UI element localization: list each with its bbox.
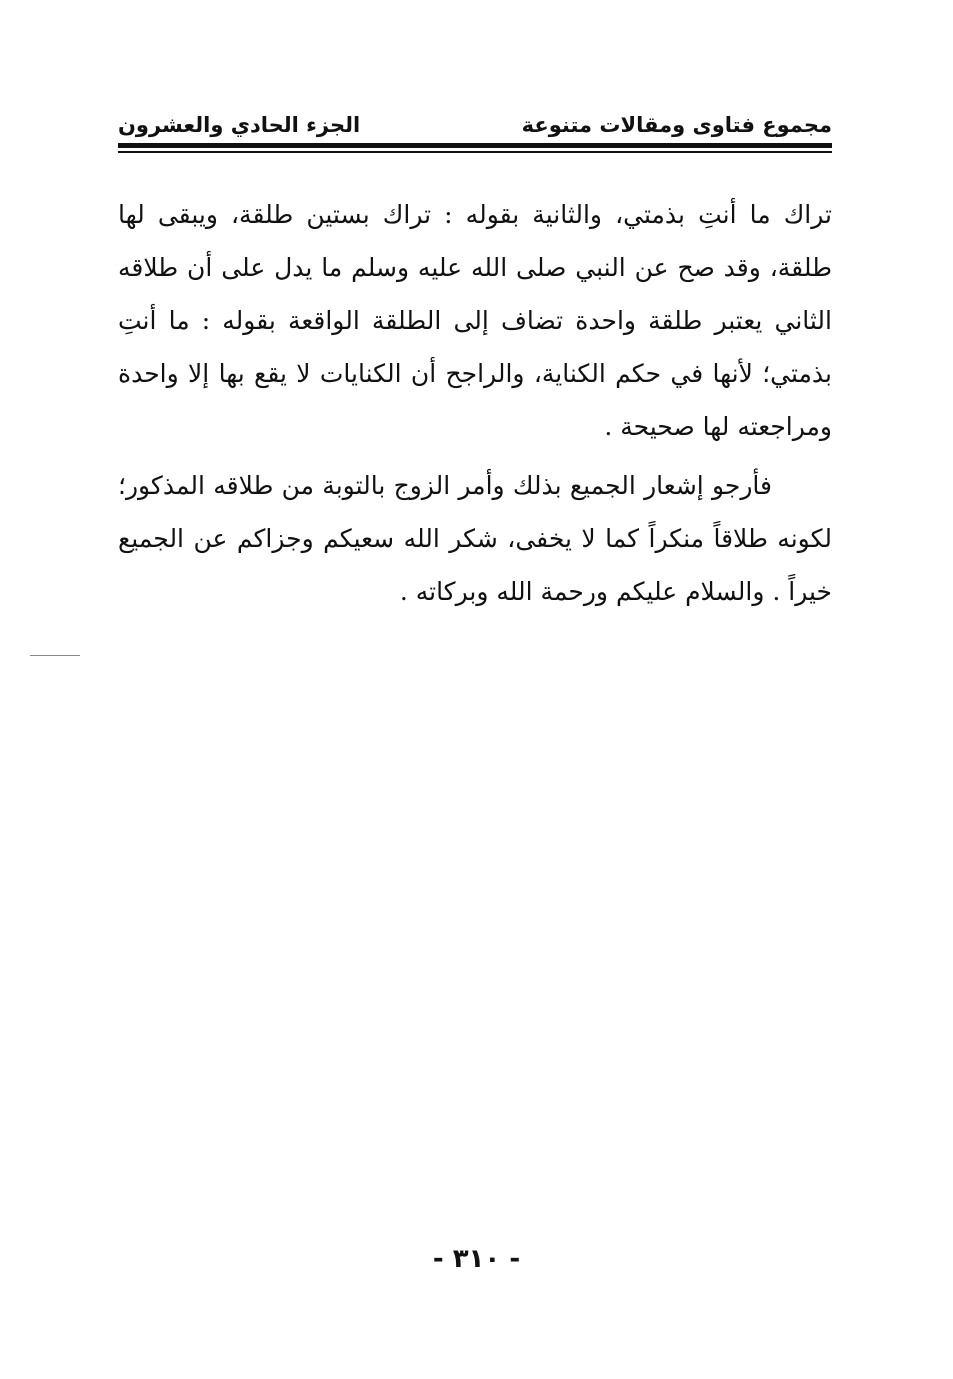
header-volume-title: الجزء الحادي والعشرون <box>118 113 361 137</box>
paragraph: فأرجو إشعار الجميع بذلك وأمر الزوج بالتوبة من طلاقه المذكور؛ لكونه طلاقاً منكراً كما لا يخفى، شكر الله سعيكم وجزاكم عن الجميع خيراً . والسلام عليكم ورحمة الله وبركاته . <box>118 471 832 606</box>
body-text <box>118 188 832 618</box>
margin-mark <box>30 655 80 656</box>
header-book-title: مجموع فتاوى ومقالات متنوعة <box>521 113 832 137</box>
header-rule-thick <box>118 143 832 148</box>
header-rule-thin <box>118 151 832 153</box>
paragraph: تراك ما أنتِ بذمتي، والثانية بقوله : تراك بستين طلقة، ويبقى لها طلقة، وقد صح عن النبي صلى الله عليه وسلم ما يدل على أن طلاقه الثاني يعتبر طلقة واحدة تضاف إلى الطلقة الواقعة بقوله : ما أنتِ بذمتي؛ لأنها في حكم الكناية، والراجح أن الكنايات لا يقع بها إلا واحدة ومراجعته لها صحيحة . <box>118 200 832 441</box>
page-number: - ٣١٠ - <box>432 1244 521 1274</box>
running-header <box>118 104 832 140</box>
